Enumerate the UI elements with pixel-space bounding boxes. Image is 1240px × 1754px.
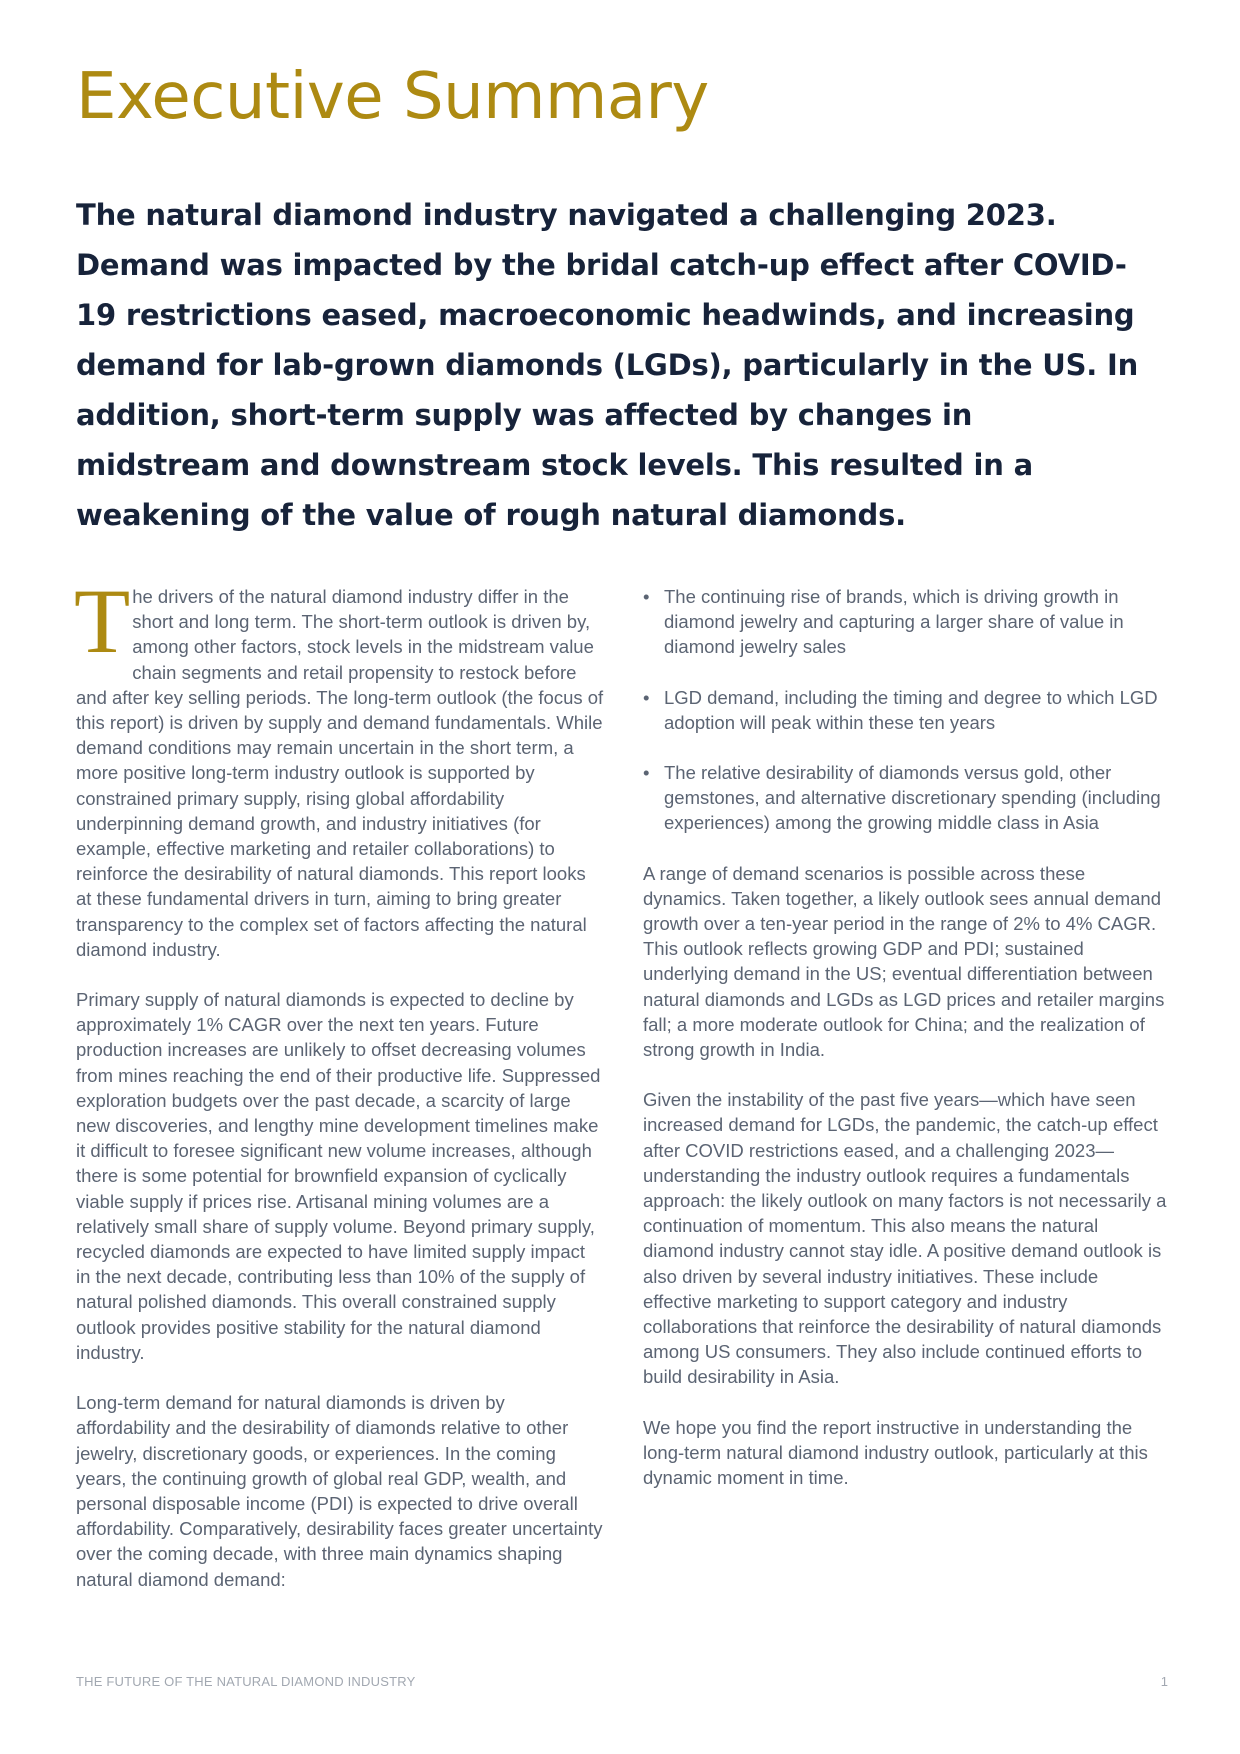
demand-dynamics-list: [643, 584, 1171, 836]
right-column: [643, 584, 1171, 1515]
page-title: Executive Summary: [76, 60, 709, 134]
list-item: [643, 760, 1171, 836]
list-item-text: The relative desirability of diamonds versus gold, other gemstones, and alternative discretionary spending (including experiences) among the growing middle class in Asia: [664, 762, 1161, 834]
list-item: [643, 584, 1171, 660]
bullet-icon: •: [643, 762, 650, 784]
lead-paragraph: The natural diamond industry navigated a challenging 2023. Demand was impacted by the bridal catch-up effect after COVID-19 restrictions eased, macroeconomic headwinds, and increasing demand for lab-grown diamonds (LGDs), particularly in the US. In addition, short-term supply was affected by changes in midstream and downstream stock levels. This resulted in a weakening of the value of rough natural diamonds.: [76, 198, 1139, 532]
demand-paragraph: Long-term demand for natural diamonds is driven by affordability and the desirability of diamonds relative to other jewelry, discretionary goods, or experiences. In the coming years, the continuing growth of global real GDP, wealth, and personal disposable income (PDI) is expected to drive overall affordability. Comparatively, desirability faces greater uncertainty over the coming decade, with three main dynamics shaping natural diamond demand:: [76, 1392, 603, 1590]
bullet-icon: •: [643, 686, 650, 708]
footer-document-title: THE FUTURE OF THE NATURAL DIAMOND INDUSTRY: [76, 1674, 416, 1689]
page-number: 1: [1160, 1674, 1168, 1689]
drop-cap: T: [74, 570, 131, 672]
closing-paragraph: We hope you find the report instructive in understanding the long-term natural diamond industry outlook, particularly at this dynamic moment in time.: [643, 1416, 1148, 1489]
supply-paragraph: Primary supply of natural diamonds is expected to decline by approximately 1% CAGR over the next ten years. Future production increases are unlikely to offset decreasing volumes from mines reaching the end of their productive life. Suppressed exploration budgets over the past decade, a scarcity of large new discoveries, and lengthy mine development timelines make it difficult to foresee significant new volume increases, although there is some potential for brownfield expansion of cyclically viable supply if prices rise. Artisanal mining volumes are a relatively small share of supply volume. Beyond primary supply, recycled diamonds are expected to have limited supply impact in the next decade, contributing less than 10% of the supply of natural polished diamonds. This overall constrained supply outlook provides positive stability for the natural diamond industry.: [76, 989, 601, 1363]
bullet-icon: •: [643, 586, 650, 607]
instability-paragraph: Given the instability of the past five years—which have seen increased demand for LGDs, the pandemic, the catch-up effect after COVID restrictions eased, and a challenging 2023—understanding the industry outlook requires a fundamentals approach: the likely outlook on many factors is not necessarily a continuation of momentum. This also means the natural diamond industry cannot stay idle. A positive demand outlook is also driven by several industry initiatives. These include effective marketing to support category and industry collaborations that reinforce the desirability of natural diamonds among US consumers. They also include continued efforts to build desirability in Asia.: [643, 1089, 1167, 1388]
scenarios-paragraph: A range of demand scenarios is possible across these dynamics. Taken together, a likely outlook sees annual demand growth over a ten-year period in the range of 2% to 4% CAGR. This outlook reflects growing GDP and PDI; sustained underlying demand in the US; eventual differentiation between natural diamonds and LGDs as LGD prices and retailer margins fall; a more moderate outlook for China; and the realization of strong growth in India.: [643, 862, 1165, 1061]
list-item-text: LGD demand, including the timing and degree to which LGD adoption will peak within these ten years: [664, 686, 1158, 733]
intro-paragraph: [74, 570, 604, 962]
intro-paragraph-text: he drivers of the natural diamond industry differ in the short and long term. The short-term outlook is driven by, among other factors, stock levels in the midstream value chain segments and retail propensity to restock before and after key selling periods. The long-term outlook (the focus of this report) is driven by supply and demand fundamentals. While demand conditions may remain uncertain in the short term, a more positive long-term industry outlook is supported by constrained primary supply, rising global affordability underpinning demand growth, and industry initiatives (for example, effective marketing and retailer collaborations) to reinforce the desirability of natural diamonds. This report looks at these fundamental drivers in turn, aiming to bring greater transparency to the complex set of factors affecting the natural diamond industry.: [76, 586, 604, 960]
list-item: [643, 685, 1171, 735]
list-item-text: The continuing rise of brands, which is driving growth in diamond jewelry and capturing a larger share of value in diamond jewelry sales: [664, 586, 1124, 658]
left-column: [74, 570, 604, 1617]
